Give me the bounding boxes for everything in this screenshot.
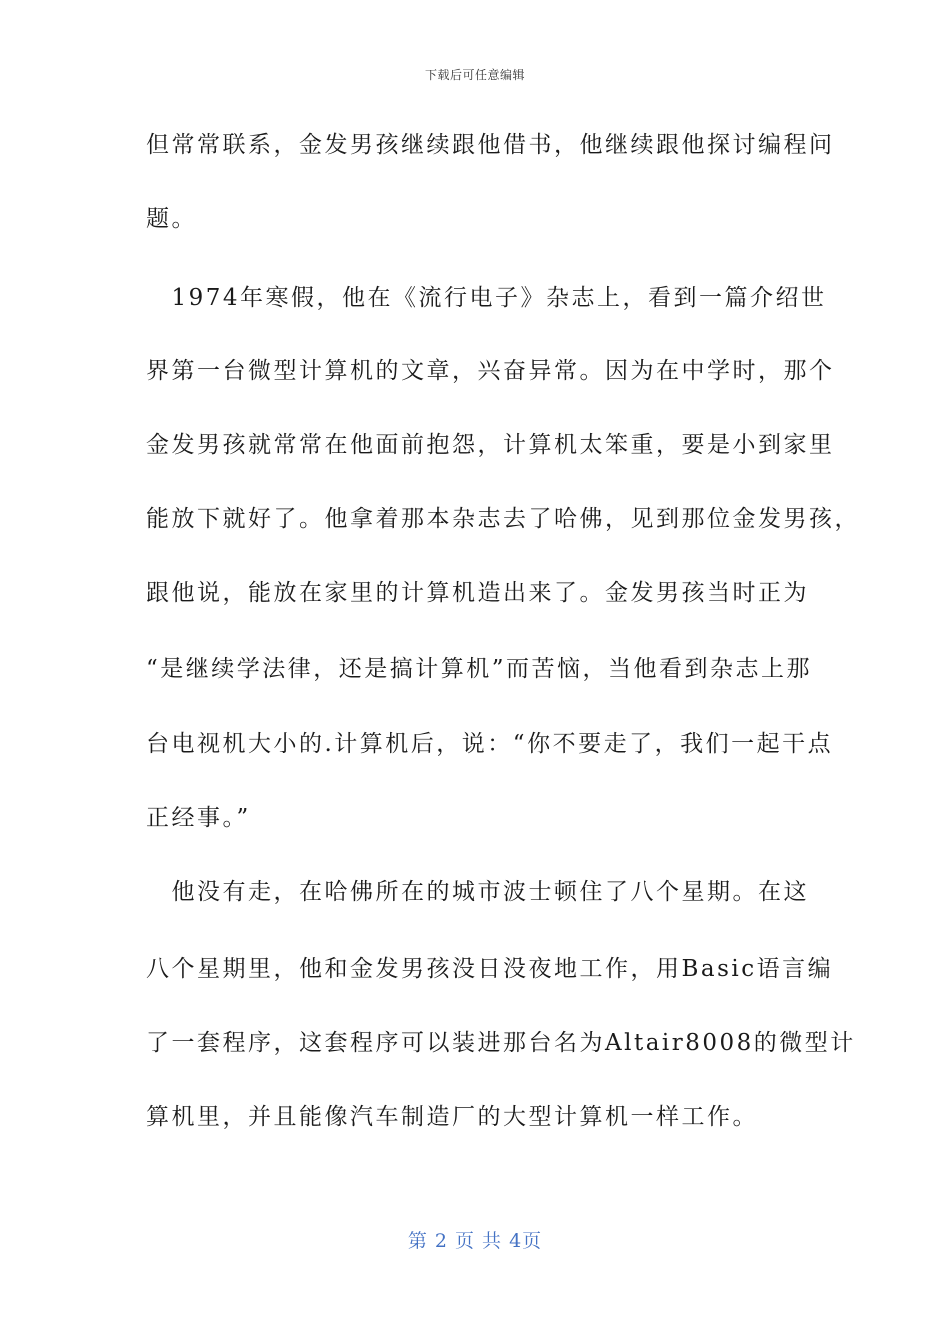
body-line: 1974年寒假，他在《流行电子》杂志上，看到一篇介绍世 <box>146 285 827 311</box>
body-line: 跟他说，能放在家里的计算机造出来了。金发男孩当时正为 <box>146 580 809 606</box>
body-line: 界第一台微型计算机的文章，兴奋异常。因为在中学时，那个 <box>146 358 835 384</box>
body-line: 题。 <box>146 206 197 232</box>
body-line: 金发男孩就常常在他面前抱怨，计算机太笨重，要是小到家里 <box>146 432 835 458</box>
body-line: 了一套程序，这套程序可以装进那台名为Altair8008的微型计 <box>146 1030 856 1056</box>
body-line: 台电视机大小的.计算机后，说：“你不要走了，我们一起干点 <box>146 731 834 757</box>
page-header: 下载后可任意编辑 <box>424 68 525 82</box>
body-line: 正经事。” <box>146 805 251 831</box>
body-line: “是继续学法律，还是搞计算机”而苦恼，当他看到杂志上那 <box>146 656 813 682</box>
body-line: 八个星期里，他和金发男孩没日没夜地工作，用Basic语言编 <box>146 956 834 982</box>
body-line: 算机里，并且能像汽车制造厂的大型计算机一样工作。 <box>146 1104 758 1130</box>
body-line: 他没有走，在哈佛所在的城市波士顿住了八个星期。在这 <box>146 879 809 905</box>
page-number-footer: 第 2 页 共 4页 <box>407 1230 543 1252</box>
body-line: 能放下就好了。他拿着那本杂志去了哈佛，见到那位金发男孩， <box>146 506 860 532</box>
body-line: 但常常联系，金发男孩继续跟他借书，他继续跟他探讨编程问 <box>146 132 835 158</box>
